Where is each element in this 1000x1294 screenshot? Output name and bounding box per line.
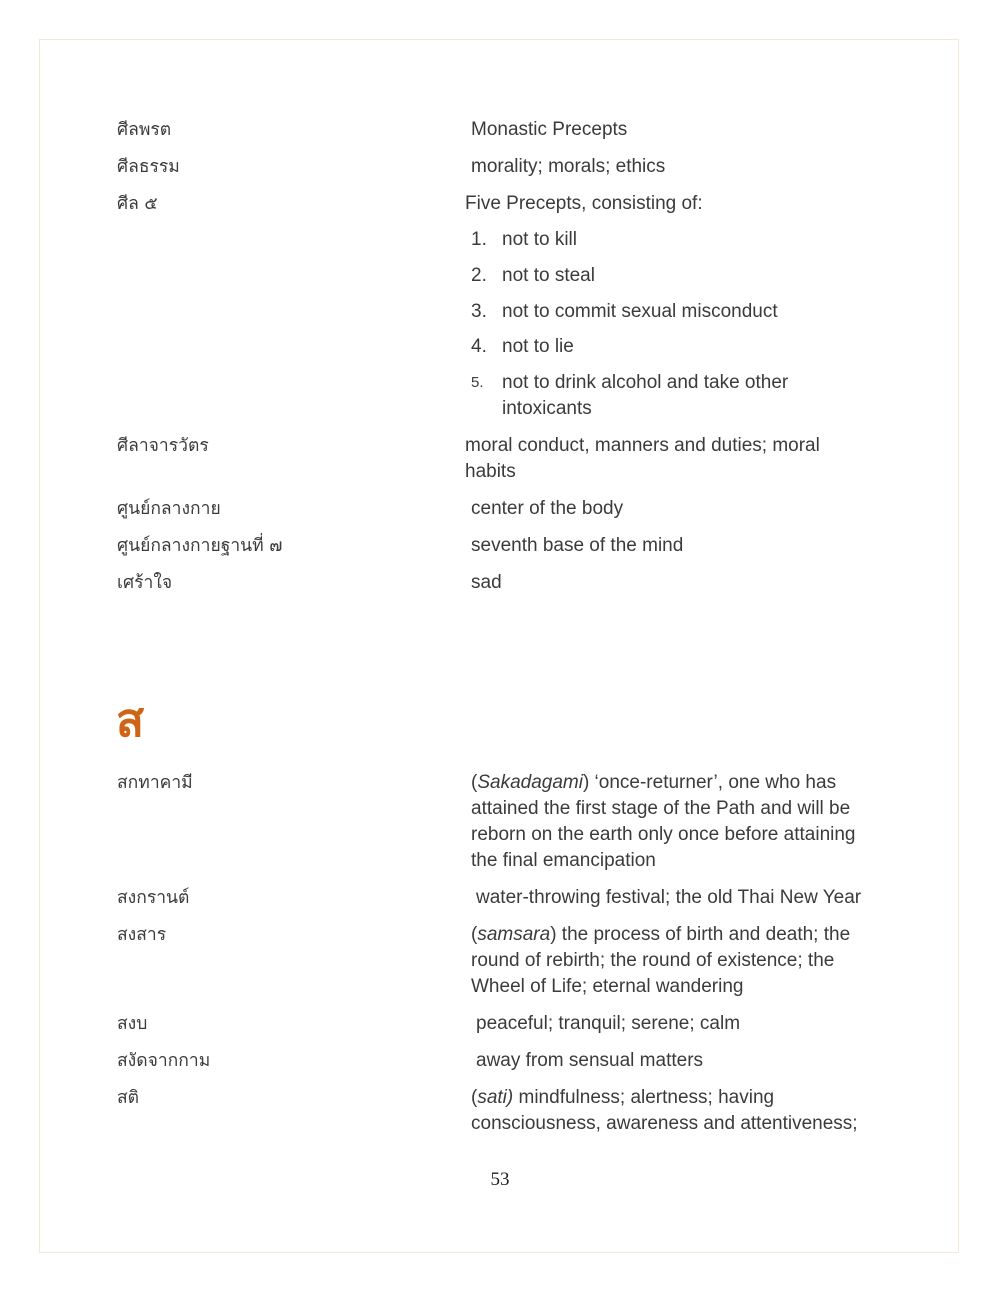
def-peaceful: peaceful; tranquil; serene; calm <box>476 1013 741 1034</box>
term-center-of-body: ศูนย์กลางกาย <box>117 499 221 519</box>
precept-text-continued: intoxicants <box>502 398 592 419</box>
term-seventh-base: ศูนย์กลางกายฐานที่ ๗ <box>117 536 283 556</box>
term-silatham: ศีลธรรม <box>117 157 180 177</box>
def-sakadagami-line2: attained the first stage of the Path and will be <box>471 798 851 819</box>
pali-term: Sakadagami <box>477 772 583 793</box>
term-sad: เศร้าใจ <box>117 573 173 593</box>
def-samsara-line2: round of rebirth; the round of existence; the <box>471 950 835 971</box>
page-number: 53 <box>490 1169 510 1190</box>
term-silaprot: ศีลพรต <box>117 120 172 140</box>
term-silajarawat: ศีลาจารวัตร <box>117 436 209 456</box>
precept-text: not to commit sexual misconduct <box>502 301 778 322</box>
def-sati-line2: consciousness, awareness and attentiveness; <box>471 1113 858 1134</box>
term-away-sensual: สงัดจากกาม <box>117 1051 211 1071</box>
section-letter-heading: ส <box>116 693 145 747</box>
term-samsara: สงสาร <box>117 925 167 945</box>
def-away-sensual: away from sensual matters <box>476 1050 704 1071</box>
def-sila-5: Five Precepts, consisting of: <box>465 193 703 214</box>
def-silajarawat: moral conduct, manners and duties; moral <box>465 435 820 456</box>
def-center-of-body: center of the body <box>471 498 624 519</box>
def-sati: (sati) mindfulness; alertness; having <box>471 1087 775 1108</box>
def-sad: sad <box>471 572 502 593</box>
term-peaceful: สงบ <box>117 1014 148 1034</box>
precept-number: 2. <box>471 265 487 286</box>
precept-number: 5. <box>471 374 484 391</box>
pali-term: samsara <box>477 924 551 945</box>
def-seventh-base: seventh base of the mind <box>471 535 684 556</box>
def-sakadagami-line4: the final emancipation <box>471 850 656 871</box>
def-samsara-line3: Wheel of Life; eternal wandering <box>471 976 744 997</box>
term-songkran: สงกรานต์ <box>117 888 190 908</box>
def-silaprot: Monastic Precepts <box>471 119 628 140</box>
def-sakadagami-line3: reborn on the earth only once before attaining <box>471 824 856 845</box>
term-sakadagami: สกทาคามี <box>117 773 193 793</box>
precept-number: 3. <box>471 301 487 322</box>
def-silajarawat-continued: habits <box>465 461 516 482</box>
precept-text: not to drink alcohol and take other <box>502 372 789 393</box>
pali-term: sati) <box>477 1087 514 1108</box>
def-samsara: (samsara) the process of birth and death; the <box>471 924 851 945</box>
term-sati: สติ <box>117 1088 140 1108</box>
precept-text: not to lie <box>502 336 574 357</box>
precept-number: 4. <box>471 336 487 357</box>
precept-text: not to steal <box>502 265 595 286</box>
def-songkran: water-throwing festival; the old Thai New Year <box>476 887 862 908</box>
precept-text: not to kill <box>502 229 577 250</box>
def-sakadagami: (Sakadagami) ‘once-returner’, one who has <box>471 772 837 793</box>
def-silatham: morality; morals; ethics <box>471 156 666 177</box>
precept-number: 1. <box>471 229 487 250</box>
term-sila-5: ศีล ๕ <box>117 194 158 214</box>
